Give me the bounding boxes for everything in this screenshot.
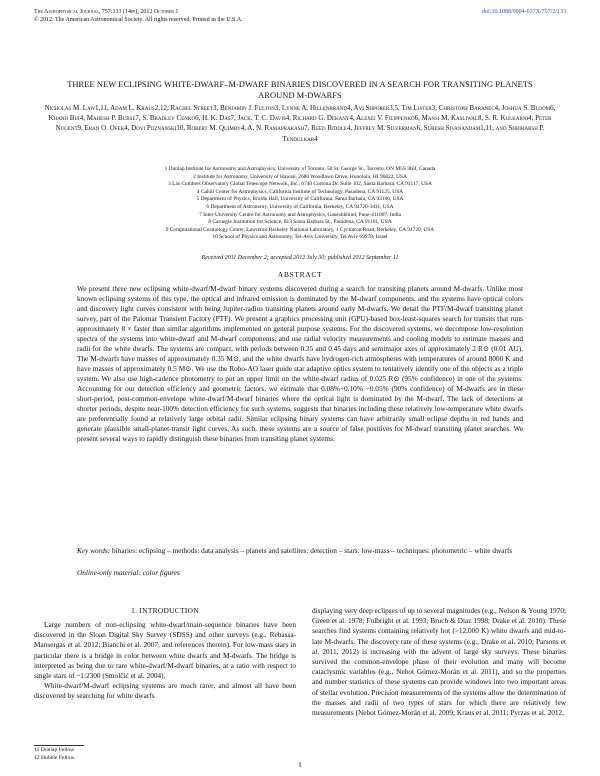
doi-header	[482, 8, 566, 16]
journal-citation: The Astrophysical Journal, 757:133 (14pp), 2012 October 1	[34, 9, 179, 15]
affiliation-line: 1 Dunlap Institute for Astronomy and Astrophysics, University of Toronto, 50 St. George St., Toronto, ON M5S 3H4, Canada	[164, 166, 436, 172]
left-column	[34, 620, 296, 702]
abstract-heading: ABSTRACT	[277, 270, 323, 279]
online-material-text: Online-only material: color figures	[77, 568, 180, 577]
intro-paragraph-continued: displaying very deep eclipses of up to several magnitudes (e.g., Nelson & Young 1970; Green et al. 1978; Fulbright et al. 1993; Bruch & Diaz 1998; Drake et al. 2010). These searches find systems containing relatively hot (>12,000 K) white dwarfs and mid-to-late M-dwarfs. The discovery rate of these systems (e.g., Drake et al. 2010; Parsons et al. 2011, 2012) is increasing with the advent of large sky surveys. These binaries survived the common-envelope phase of their evolution and many will become cataclysmic variables (e.g., Nebot Gómez-Morán et al. 2011), and so the properties and number statistics of these systems can provide windows into two important areas of stellar evolution. Precision measurements of the systems allow the determination of the masses and radii of two types of stars for which there are relatively few measurements (Nebot Gómez-Morán et al. 2009; Kraus et al. 2011; Pyrzas et al. 2012,	[312, 606, 566, 718]
intro-paragraph-1: Large numbers of non-eclipsing white-dwarf/main-sequence binaries have been discovered in the Sloan Digital Sky Survey (SDSS) and other surveys (e.g., Rebassa-Mansergas et al. 2012; Bianchi et al. 2007, and references therein). For low-mass stars in particular there is a bridge in color between white dwarfs and M-dwarfs. The bridge is interpreted as being due to rare white-dwarf/M-dwarf binaries, at a ratio with respect to single stars of ~1:2300 (Smolčić et al. 2004).	[34, 620, 296, 681]
running-header	[34, 8, 243, 24]
right-column	[312, 606, 566, 718]
page-number: 1	[298, 760, 302, 769]
intro-paragraph-2: White-dwarf/M-dwarf eclipsing systems are much rarer, and almost all have been discovered by searching for white dwarfs	[34, 681, 296, 701]
online-material	[77, 568, 523, 577]
section-heading: 1. INTRODUCTION	[131, 606, 199, 615]
affiliation-line: 9 Computational Cosmology Center, Lawrence Berkeley National Laboratory, 1 Cyclotron Road, Berkeley, CA 94720, USA	[165, 226, 435, 233]
doi-link[interactable]: doi:10.1088/0004-637X/757/2/133	[482, 9, 566, 15]
received-dates: Received 2011 December 2; accepted 2012 July 30; published 2012 September 11	[201, 255, 399, 261]
affiliation-line: 5 Department of Physics, Broida Hall, University of California, Santa Barbara, CA 93106, USA	[196, 196, 404, 203]
keywords-text: binaries: eclipsing – methods: data analysis – planets and satellites: detection – stars: low-mass – techniques: photometric – white dwarfs	[112, 546, 513, 555]
copyright-line: © 2012. The American Astronomical Society. All rights reserved. Printed in the U.S.A.	[34, 17, 243, 23]
affiliation-line: 3 Las Cumbres Observatory Global Telescope Network, Inc., 6740 Cortona Dr. Suite 102, Santa Barbara, CA 93117, USA	[168, 181, 432, 188]
abstract-text: We present three new eclipsing white-dwarf/M-dwarf binary systems discovered during a search for transiting planets around M-dwarfs. Unlike most known eclipsing systems of this type, the optical and infrared emission is dominated by the M-dwarf components, and the systems have optical colors and discovery light curves consistent with being Jupiter-radius transiting planets around early M-dwarfs. We detail the PTF/M-dwarf transiting planet survey, part of the Palomar Transient Factory (PTF). We present a graphics processing unit (GPU)-based box-least-squares search for transits that runs approximately 8 × faster than similar algorithms implemented on general purpose systems. For the discovered systems, we decompose low-resolution spectra of the systems into white-dwarf and M-dwarf components, and use radial velocity measurements and cooling models to estimate masses and radii for the white dwarfs. The systems are compact, with periods between 0.35 and 0.45 days and semimajor axes of approximately 2 R⊙ (0.01 AU). The M-dwarfs have masses of approximately 0.35 M⊙, and the white dwarfs have hydrogen-rich atmospheres with temperatures of around 8000 K and have masses of approximately 0.5 M⊙. We use the Robo-AO laser guide star adaptive optics system to tentatively identify one of the objects as a triple system. We also use high-cadence photometry to put an upper limit on the white-dwarf radius of 0.025 R⊙ (95% confidence) in one of the systems. Accounting for our detection efficiency and geometric factors, we estimate that 0.08%+0.10% −0.05% (90% confidence) of M-dwarfs are in these short-period, post-common-envelope white-dwarf/M-dwarf binaries where the optical light is dominated by the M-dwarf. The lack of detections at shorter periods, despite near-100% detection efficiency for such systems, suggests that binaries including these relatively low-temperature white dwarfs are preferentially found at relatively large orbital radii. Similar eclipsing binary systems can have arbitrarily small eclipse depths in red bands and generate plausible small-planet-transit light curves. As such, these systems are a source of false positives for M-dwarf transiting planet searches. We present several ways to rapidly distinguish these binaries from transiting planet systems.	[77, 284, 523, 443]
author-list: Nicholas M. Law1,11, Adam L. Kraus2,12, Rachel Street3, Benjamin J. Fulton3, Lynne A. Hillenbrand4, Avi Shporer3,5, Tim Lister3, Christoph Baranec4, Joshua S. Bloom6, Khanh Bui4, Mahesh P. Burse7, S. Bradley Cenko6, H. K. Das7, Jack. T. C. Davis4, Richard G. Dekany4, Alexei V. Filippenko6, Mansi M. Kasliwal8, S. R. Kulkarni4, Peter Nugent9, Eran O. Ofek4, Dovi Poznanski10, Robert M. Quimby4, A. N. Ramaprakash7, Reed Riddle4, Jeffrey M. Silverman6, Suresh Sivanandam1,11, and Shriharsh P. Tendulkar4	[44, 104, 556, 143]
affiliation-line: 10 School of Physics and Astronomy, Tel-Aviv University, Tel Aviv 69978, Israel	[212, 234, 388, 241]
affiliation-line: 8 Carnegie Institution for Science, 813 Santa Barbara St., Pasadena, CA 91101, USA	[208, 219, 392, 226]
affiliation-line: 4 Cahill Center for Astrophysics, California Institute of Technology, Pasadena, CA 91125, USA	[196, 188, 404, 195]
affiliation-line: 7 Inter-University Centre for Astronomy and Astrophysics, Ganeshkhind, Pune-411007, India	[199, 211, 401, 218]
keywords	[77, 546, 523, 556]
footnote: 12 Hubble Fellow.	[34, 754, 76, 761]
affiliations	[60, 166, 540, 242]
footnote: 11 Dunlap Fellow.	[34, 747, 76, 753]
affiliation-line: 6 Department of Astronomy, University of California, Berkeley, CA 94720-3411, USA	[206, 203, 394, 210]
footnote-divider	[34, 745, 84, 746]
affiliation-line: 2 Institute for Astronomy, University of Hawaii, 2680 Woodlawn Drive, Honolulu, HI 96822, USA	[193, 173, 407, 180]
keywords-label: Key words:	[77, 546, 111, 555]
paper-title: THREE NEW ECLIPSING WHITE-DWARF–M-DWARF BINARIES DISCOVERED IN A SEARCH FOR TRANSITING PLANETS AROUND M-DWARFS	[67, 80, 533, 100]
